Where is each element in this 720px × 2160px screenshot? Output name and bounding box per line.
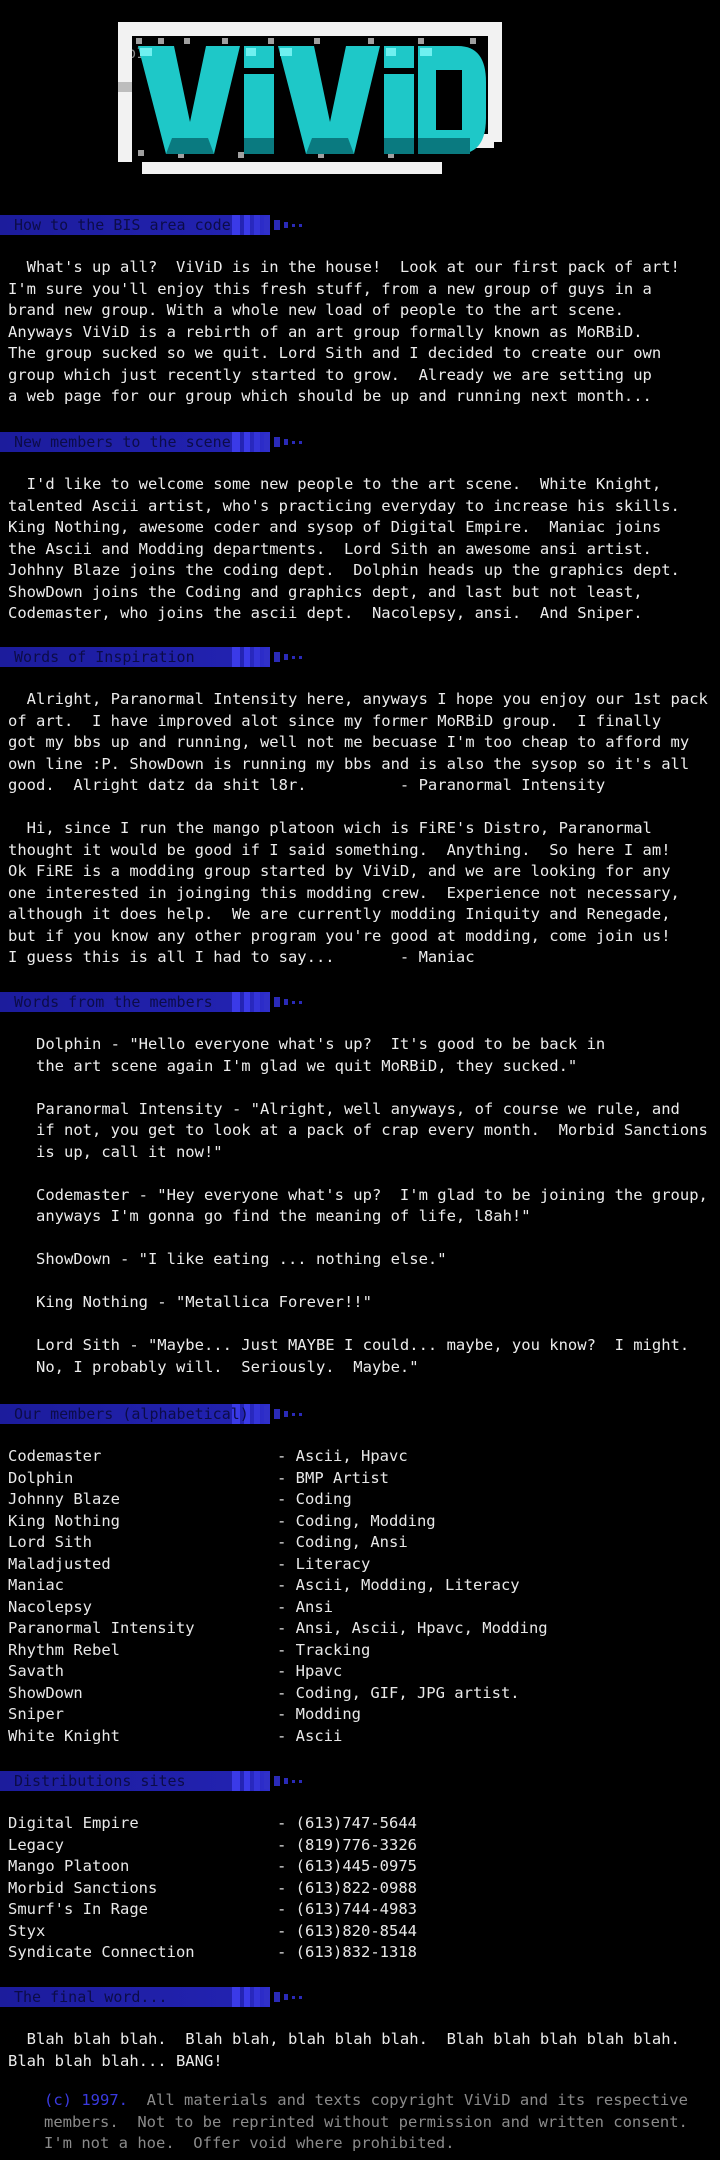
bar-dither-icon xyxy=(232,1771,342,1791)
section-title: New members to the scene xyxy=(14,433,231,451)
member-row-name: King Nothing xyxy=(8,1511,120,1530)
inspiration-text-2: Hi, since I run the mango platoon wich is FiRE's Distro, Paranormal thought it would be good if I said something. Anything. So here I am! Ok FiRE is a modding group started by ViViD, and we are looking for any one interested in joinging this modding crew. Experience not necessary, although it does help. We are currently modding Iniquity and Renegade, but if you know any other program you're good at modding, come join us! I guess this is all I had to say... - Maniac xyxy=(8,819,680,966)
section-title: How to the BIS area code xyxy=(14,216,231,234)
member-row xyxy=(8,1683,714,1705)
section-bar-distros xyxy=(0,1771,340,1791)
section-bar-inspiration xyxy=(0,647,340,667)
distro-row-name: Morbid Sanctions xyxy=(8,1878,158,1897)
distro-row-name: Legacy xyxy=(8,1835,64,1854)
inspiration-text-1: Alright, Paranormal Intensity here, anyways I hope you enjoy our 1st pack of art. I have improved alot since my former MoRBiD group. I finally got my bbs up and running, well not me becuase I'm too cheap to afford my own line :P. ShowDown is running my bbs and is also the sysop so it's all good. Alright datz da shit l8r. - Paranormal Intensity xyxy=(8,690,708,794)
new-members-text: I'd like to welcome some new people to the art scene. White Knight, talented Ascii artist, who's practicing everyday to increase his skills. King Nothing, awesome coder and sysop of Digital Empire. Maniac joins the Ascii and Modding departments. Lord Sith an awesome ansi artist. Johhny Blaze joins the coding dept. Dolphin heads up the graphics dept. ShowDown joins the Coding and graphics dept, and last but not least, Codemaster, who joins the ascii dept. Nacolepsy, ansi. And Sniper. xyxy=(8,475,680,622)
member-row-value: - Tracking xyxy=(277,1640,371,1659)
distro-row xyxy=(8,1856,714,1878)
member-row-name: ShowDown xyxy=(8,1683,83,1702)
member-row-name: Lord Sith xyxy=(8,1533,92,1551)
member-row-name: Sniper xyxy=(8,1705,64,1723)
member-row-value: - Hpavc xyxy=(277,1662,343,1680)
section-bar-intro xyxy=(0,215,340,235)
member-row-name: Dolphin xyxy=(8,1468,74,1487)
member-row xyxy=(8,1489,714,1511)
member-row xyxy=(8,1575,714,1597)
member-row-value: - Coding, GIF, JPG artist. xyxy=(277,1683,520,1702)
member-row xyxy=(8,1640,714,1662)
section-title: Distributions sites xyxy=(14,1772,186,1790)
member-row-value: - Ascii, Hpavc xyxy=(277,1447,408,1465)
distro-row-name: Styx xyxy=(8,1921,46,1940)
member-row-value: - Coding, Ansi xyxy=(277,1533,408,1551)
member-row-name: Rhythm Rebel xyxy=(8,1640,120,1659)
section-bar-new-members xyxy=(0,432,340,452)
section-title: Our members (alphabetical) xyxy=(14,1405,249,1423)
member-row-value: - BMP Artist xyxy=(277,1468,389,1487)
vivid-logo xyxy=(118,22,502,182)
distro-site-list xyxy=(8,1813,714,1964)
distro-row-value: - (613)820-8544 xyxy=(277,1921,417,1940)
member-row xyxy=(8,1468,714,1490)
intro-text: What's up all? ViViD is in the house! Look at our first pack of art! I'm sure you'll enjoy this fresh stuff, from a new group of guys in a brand new group. With a whole new load of people to the art scene. Anyways ViViD is a rebirth of an art group formally known as MoRBiD. The group sucked so we quit. Lord Sith and I decided to create our own group which just recently started to grow. Already we are setting up a web page for our group which should be up and running next month... xyxy=(8,258,680,405)
distro-row-value: - (613)822-0988 xyxy=(277,1878,417,1897)
section-title: Words of Inspiration xyxy=(14,648,195,666)
footer-line-2: members. Not to be reprinted without permission and written consent. xyxy=(44,2112,688,2131)
member-row-name: Johnny Blaze xyxy=(8,1490,120,1508)
member-row xyxy=(8,1661,714,1683)
distro-row xyxy=(8,1899,714,1921)
distro-row xyxy=(8,1878,714,1900)
distro-row-name: Mango Platoon xyxy=(8,1857,130,1875)
footer-line-3: I'm not a hoe. Offer void where prohibited. xyxy=(44,2134,455,2152)
member-row-value: - Coding xyxy=(277,1490,352,1508)
bar-dither-icon xyxy=(232,647,342,667)
section-bar-roster xyxy=(0,1404,340,1424)
member-row xyxy=(8,1704,714,1726)
member-row-name: Maniac xyxy=(8,1576,64,1594)
member-row xyxy=(8,1446,714,1468)
copyright-year: (c) 1997. xyxy=(44,2091,128,2109)
member-row xyxy=(8,1554,714,1576)
member-row-value: - Ansi xyxy=(277,1597,333,1616)
member-row xyxy=(8,1511,714,1533)
distro-row-name: Syndicate Connection xyxy=(8,1943,195,1961)
member-row-name: Paranormal Intensity xyxy=(8,1619,195,1637)
section-title: Words from the members xyxy=(14,993,213,1011)
distro-row xyxy=(8,1921,714,1943)
copyright-footer xyxy=(44,2090,694,2155)
distro-row-value: - (613)832-1318 xyxy=(277,1943,417,1961)
bar-dither-icon xyxy=(232,432,342,452)
member-row xyxy=(8,1532,714,1554)
member-row xyxy=(8,1597,714,1619)
member-row-value: - Literacy xyxy=(277,1554,371,1573)
distro-row-name: Digital Empire xyxy=(8,1814,139,1832)
member-row-name: Maladjusted xyxy=(8,1554,111,1573)
member-row-name: White Knight xyxy=(8,1726,120,1745)
final-word-text: Blah blah blah. Blah blah, blah blah blah. Blah blah blah blah blah. Blah blah blah... BANG! xyxy=(8,2030,680,2070)
distro-row-name: Smurf's In Rage xyxy=(8,1900,148,1918)
member-row-value: - Modding xyxy=(277,1705,361,1723)
distro-row xyxy=(8,1813,714,1835)
member-row xyxy=(8,1726,714,1748)
footer-line-1: All materials and texts copyright ViViD and its respective xyxy=(128,2091,688,2109)
vivid-logo-graphic xyxy=(118,22,502,182)
member-roster xyxy=(8,1446,714,1747)
section-bar-member-words xyxy=(0,992,340,1012)
member-row xyxy=(8,1618,714,1640)
bar-dither-icon xyxy=(232,992,342,1012)
distro-row xyxy=(8,1835,714,1857)
section-bar-final xyxy=(0,1987,340,2007)
distro-row-value: - (613)747-5644 xyxy=(277,1814,417,1832)
distro-row-value: - (613)744-4983 xyxy=(277,1900,417,1918)
member-row-value: - Ansi, Ascii, Hpavc, Modding xyxy=(277,1619,548,1637)
member-row-name: Codemaster xyxy=(8,1447,102,1465)
member-row-value: - Ascii, Modding, Literacy xyxy=(277,1576,520,1594)
distro-row-value: - (819)776-3326 xyxy=(277,1835,417,1854)
bar-dither-icon xyxy=(232,215,342,235)
member-row-value: - Coding, Modding xyxy=(277,1511,436,1530)
section-title: The final word... xyxy=(14,1988,168,2006)
member-words-text: Dolphin - "Hello everyone what's up? It's good to be back in the art scene again I'm glad we quit MoRBiD, they sucked." Paranormal Intensity - "Alright, well anyways, of course we rule, and if not, you get to look at a pack of crap every month. Morbid Sanctions is up, call it now!" Codemaster - "Hey everyone what's up? I'm glad to be joining the group, anyways I'm gonna go find the meaning of life, l8ah!" ShowDown - "I like eating ... nothing else." King Nothing - "Metallica Forever!!" Lord Sith - "Maybe... Just MAYBE I could... maybe, you know? I might. No, I probably will. Seriously. Maybe." xyxy=(35,1035,708,1376)
distro-row-value: - (613)445-0975 xyxy=(277,1857,417,1875)
member-row-value: - Ascii xyxy=(277,1726,343,1745)
bar-dither-icon xyxy=(232,1987,342,2007)
distro-row xyxy=(8,1942,714,1964)
member-row-name: Nacolepsy xyxy=(8,1597,92,1616)
member-row-name: Savath xyxy=(8,1662,64,1680)
